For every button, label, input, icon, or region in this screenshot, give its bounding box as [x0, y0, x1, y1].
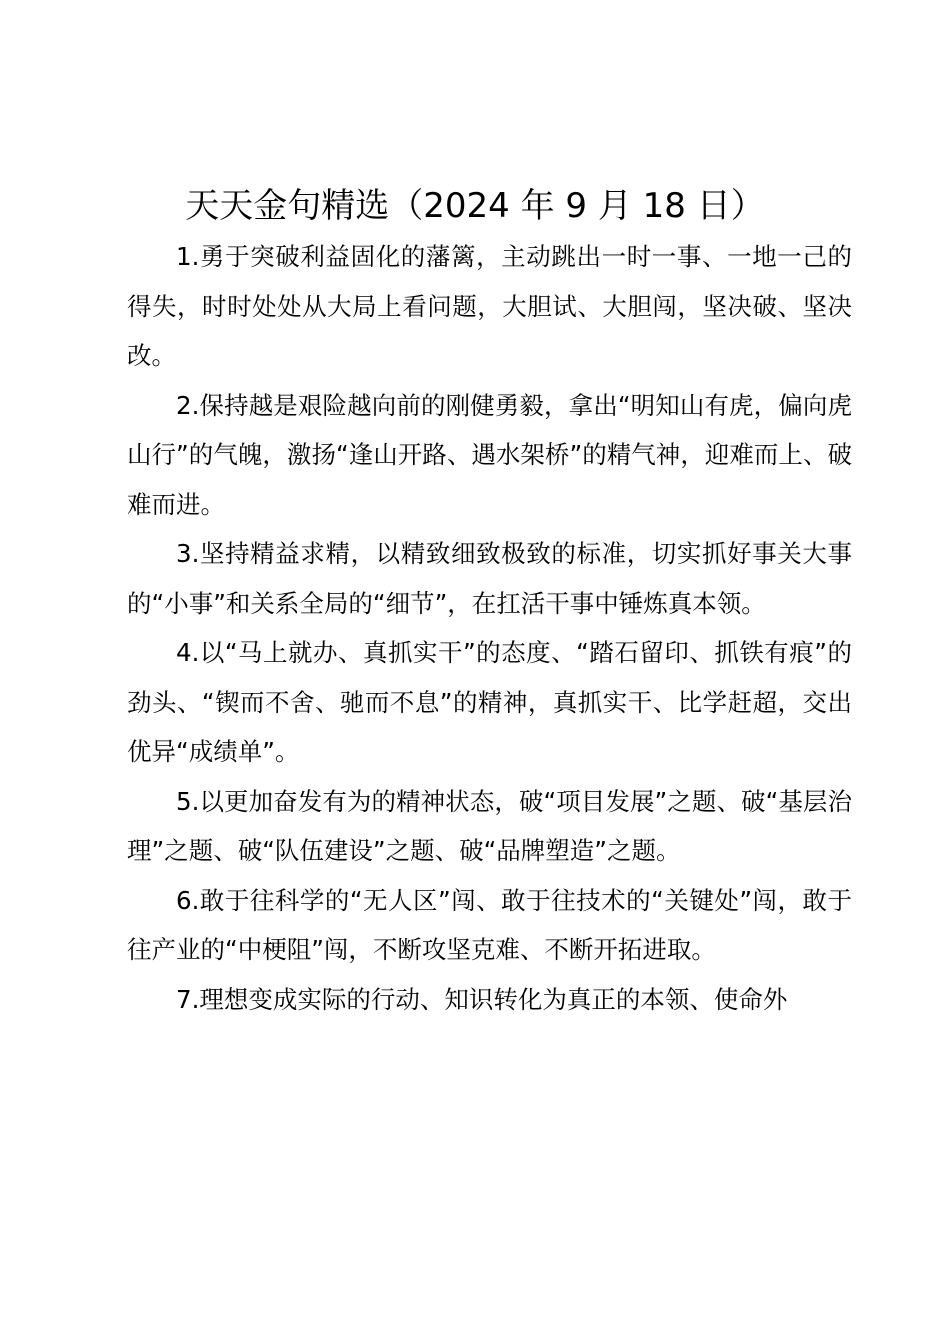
quote-paragraph-4: 4.以“马上就办、真抓实干”的态度、“踏石留印、抓铁有痕”的劲头、“锲而不舍、驰而不息”的精神，真抓实干、比学赶超，交出优异“成绩单”。 — [127, 638, 852, 766]
quote-paragraph-7: 7.理想变成实际的行动、知识转化为真正的本领、使命外 — [176, 984, 788, 1014]
quote-paragraph-3: 3.坚持精益求精，以精致细致极致的标准，切实抓好事关大事的“小事”和关系全局的“细节”，在扛活干事中锤炼真本领。 — [127, 539, 852, 618]
quote-paragraph-1: 1.勇于突破利益固化的藩篱，主动跳出一时一事、一地一己的得失，时时处处从大局上看问题，大胆试、大胆闯，坚决破、坚决改。 — [127, 242, 852, 370]
quote-paragraph-5: 5.以更加奋发有为的精神状态，破“项目发展”之题、破“基层治理”之题、破“队伍建设”之题、破“品牌塑造”之题。 — [127, 786, 852, 865]
document-body — [127, 232, 852, 1024]
quote-paragraph-2: 2.保持越是艰险越向前的刚健勇毅，拿出“明知山有虎，偏向虎山行”的气魄，激扬“逢山开路、遇水架桥”的精气神，迎难而上、破难而进。 — [127, 390, 852, 519]
quote-paragraph-6: 6.敢于往科学的“无人区”闯、敢于往技术的“关键处”闯，敢于往产业的“中梗阻”闯，不断攻坚克难、不断开拓进取。 — [127, 885, 852, 964]
document-title: 天天金句精选（2024 年 9 月 18 日） — [185, 186, 765, 226]
